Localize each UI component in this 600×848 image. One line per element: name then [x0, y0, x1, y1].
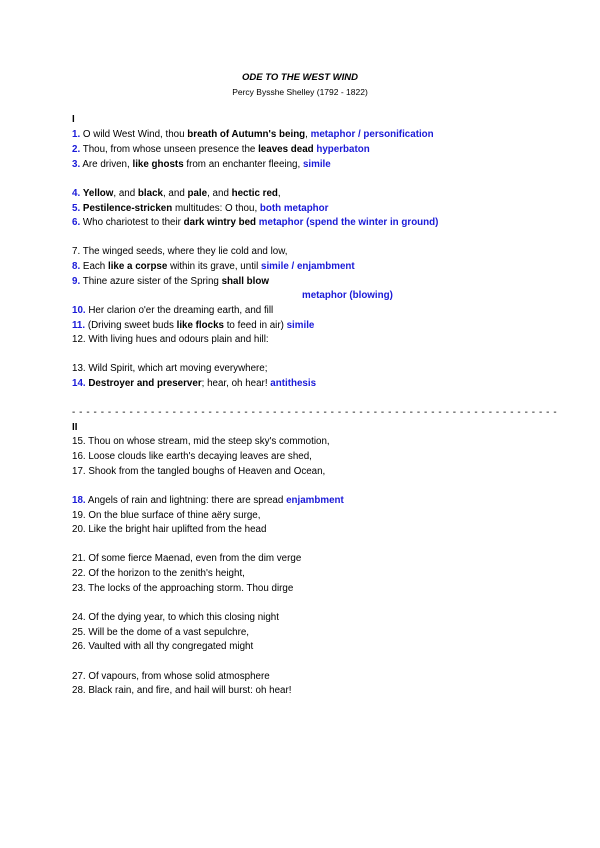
annotation: metaphor (blowing)	[302, 290, 393, 301]
poem-line-10: 10. Her clarion o'er the dreaming earth, and fill	[72, 305, 274, 316]
poem-line-25: 25. Will be the dome of a vast sepulchre,	[72, 627, 249, 638]
poem-line-19: 19. On the blue surface of thine aëry surge,	[72, 510, 261, 521]
poem-line-4: 4. Yellow, and black, and pale, and hectic red,	[72, 188, 281, 199]
poem-line-17: 17. Shook from the tangled boughs of Heaven and Ocean,	[72, 466, 326, 477]
poem-line-23: 23. The locks of the approaching storm. Thou dirge	[72, 583, 294, 594]
poem-line-26: 26. Vaulted with all thy congregated might	[72, 641, 254, 652]
poem-line-15: 15. Thou on whose stream, mid the steep sky's commotion,	[72, 436, 330, 447]
poem-line-28: 28. Black rain, and fire, and hail will burst: oh hear!	[72, 685, 292, 696]
annotation: both metaphor	[259, 203, 329, 214]
poem-line-1: 1. O wild West Wind, thou breath of Autumn's being, metaphor / personification	[72, 129, 434, 140]
annotation: hyperbaton	[316, 144, 370, 155]
section-divider: - - - - - - - - - - - - - - - - - - - - - - - - - - - - - - - - - - - - - - - - - - - - - - - - - - - - - - - - - - - - - - - - - - - -	[72, 407, 558, 418]
poem-line-12: 12. With living hues and odours plain and hill:	[72, 334, 269, 345]
poem-line-20: 20. Like the bright hair uplifted from the head	[72, 524, 267, 535]
poem-line-2: 2. Thou, from whose unseen presence the leaves dead hyperbaton	[72, 144, 370, 155]
poem-line-22: 22. Of the horizon to the zenith's height,	[72, 568, 245, 579]
poem-line-14: 14. Destroyer and preserver; hear, oh hear! antithesis	[72, 378, 317, 389]
annotation: simile	[286, 320, 315, 331]
poem-line-21: 21. Of some fierce Maenad, even from the dim verge	[72, 553, 302, 564]
poem-line-27: 27. Of vapours, from whose solid atmosphere	[72, 671, 270, 682]
poem-line-16: 16. Loose clouds like earth's decaying leaves are shed,	[72, 451, 312, 462]
poem-title: ODE TO THE WEST WIND	[242, 72, 358, 83]
poem-line-11: 11. (Driving sweet buds like flocks to feed in air) simile	[72, 320, 315, 331]
poem-line-9: 9. Thine azure sister of the Spring shall blow	[72, 276, 269, 287]
annotation: simile	[302, 159, 331, 170]
poem-line-24: 24. Of the dying year, to which this closing night	[72, 612, 279, 623]
poem-line-13: 13. Wild Spirit, which art moving everywhere;	[72, 363, 268, 374]
annotation: metaphor / personification	[310, 129, 434, 140]
annotation: enjambment	[286, 495, 344, 506]
section-heading-2: II	[72, 422, 78, 433]
annotation: simile / enjambment	[261, 261, 355, 272]
poem-author: Percy Bysshe Shelley (1792 - 1822)	[232, 87, 368, 97]
annotation: metaphor (spend the winter in ground)	[258, 217, 439, 228]
poem-line-8: 8. Each like a corpse within its grave, until simile / enjambment	[72, 261, 355, 272]
poem-line-5: 5. Pestilence-stricken multitudes: O thou, both metaphor	[72, 203, 329, 214]
poem-line-6: 6. Who chariotest to their dark wintry bed metaphor (spend the winter in ground)	[72, 217, 439, 228]
poem-line-3: 3. Are driven, like ghosts from an enchanter fleeing, simile	[72, 159, 331, 170]
poem-line-7: 7. The winged seeds, where they lie cold and low,	[72, 246, 288, 257]
section-heading-1: I	[72, 114, 75, 125]
annotation-line-9	[302, 290, 393, 302]
annotation: antithesis	[270, 378, 317, 389]
poem-line-18: 18. Angels of rain and lightning: there are spread enjambment	[72, 495, 344, 506]
